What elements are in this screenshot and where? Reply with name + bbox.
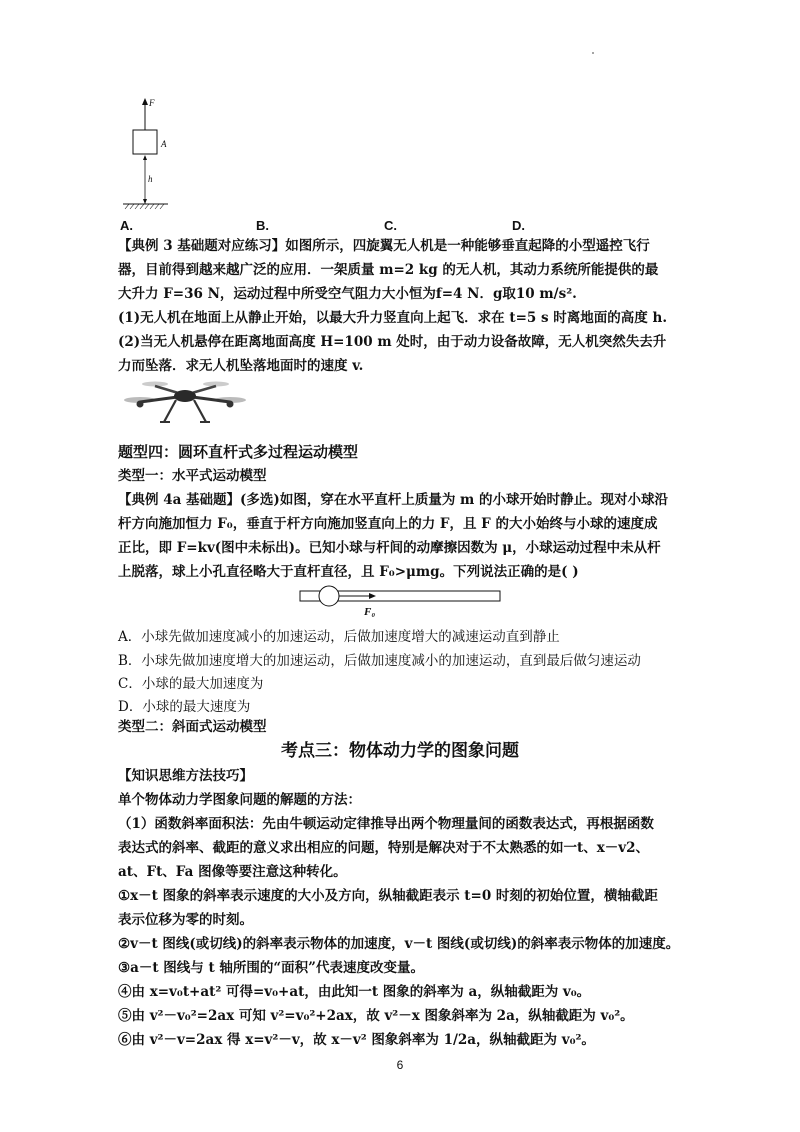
- example3-line-6: 力而坠落．求无人机坠落地面时的速度 v.: [118, 358, 364, 374]
- choice-c: C．小球的最大加速度为: [118, 676, 264, 692]
- kaodian3-title: 考点三：物体动力学的图象问题: [281, 741, 519, 761]
- choice-b: B．小球先做加速度增大的加速运动，后做加速度减小的加速运动，直到最后做匀速运动: [118, 653, 641, 669]
- kaodian3-line-6: 表示位移为零的时刻。: [118, 912, 253, 928]
- kaodian3-line-1: 单个物体动力学图象问题的解题的方法：: [118, 792, 361, 808]
- page-number: 6: [396, 1058, 404, 1072]
- choice-d: D．小球的最大速度为: [118, 699, 251, 715]
- rod-force-label: F₀: [364, 606, 376, 618]
- block-force-figure: [118, 92, 188, 212]
- kaodian3-line-9: ④由 x=v₀t+at² 可得=v₀+at，由此知一t 图象的斜率为 a，纵轴截距为 v₀。: [118, 984, 591, 1000]
- kaodian3-line-8: ③a－t 图线与 t 轴所围的“面积”代表速度改变量。: [118, 960, 424, 976]
- option-a-label: A.: [120, 218, 133, 233]
- kaodian3-line-5: ①x－t 图象的斜率表示速度的大小及方向，纵轴截距表示 t=0 时刻的初始位置，横轴截距: [118, 888, 658, 904]
- example3-line-1: 【典例 3 基础题对应练习】如图所示，四旋翼无人机是一种能够垂直起降的小型遥控飞行: [118, 238, 650, 254]
- drone-image: [120, 378, 250, 430]
- kaodian3-line-3: 表达式的斜率、截距的意义求出相应的问题，特别是解决对于不太熟悉的如一t、x－v2、: [118, 840, 650, 856]
- example3-line-4: (1)无人机在地面上从静止开始，以最大升力竖直向上起飞．求在 t=5 s 时离地面的高度 h.: [118, 310, 668, 326]
- option-d-label: D.: [512, 218, 525, 233]
- kaodian3-line-7: ②v－t 图线(或切线)的斜率表示物体的加速度，v－t 图线(或切线)的斜率表示物体的加速度。: [118, 936, 680, 952]
- example3-line-2: 器，目前得到越来越广泛的应用．一架质量 m=2 kg 的无人机，其动力系统所能提供的最: [118, 262, 659, 278]
- kaodian3-line-10: ⑤由 v²－v₀²=2ax 可知 v²=v₀²+2ax，故 v²－x 图象斜率为 2a，纵轴截距为 v₀²。: [118, 1008, 634, 1024]
- example3-line-5: (2)当无人机悬停在距离地面高度 H=100 m 处时，由于动力设备故障，无人机突然失去升: [118, 334, 667, 350]
- section4-title: 题型四：圆环直杆式多过程运动模型: [118, 443, 359, 461]
- kaodian3-line-2: （1）函数斜率面积法：先由牛顿运动定律推导出两个物理量间的函数表达式，再根据函数: [118, 816, 654, 832]
- block-label: A: [161, 139, 167, 149]
- section4-type1: 类型一：水平式运动模型: [118, 468, 267, 484]
- height-label: h: [148, 174, 153, 184]
- example4a-line-4: 上脱落，球上小孔直径略大于直杆直径，且 F₀>μmg。下列说法正确的是( ): [118, 564, 579, 580]
- option-b-label: B.: [256, 218, 269, 233]
- example4a-line-2: 杆方向施加恒力 F₀，垂直于杆方向施加竖直向上的力 F，且 F 的大小始终与小球的速度成: [118, 516, 658, 532]
- kaodian3-line-11: ⑥由 v²－v=2ax 得 x=v²－v，故 x－v² 图象斜率为 1/2a，纵轴截距为 v₀²。: [118, 1032, 595, 1048]
- rod-ball-figure: [298, 580, 503, 620]
- scan-speck: [592, 52, 594, 54]
- section4-type2: 类型二：斜面式运动模型: [118, 719, 267, 735]
- kaodian3-subtitle: 【知识思维方法技巧】: [118, 768, 253, 784]
- option-c-label: C.: [384, 218, 397, 233]
- choice-a: A．小球先做加速度减小的加速运动，后做加速度增大的减速运动直到静止: [118, 629, 560, 645]
- kaodian3-line-4: at、Ft、Fa 图像等要注意这种转化。: [118, 864, 347, 880]
- example3-line-3: 大升力 F=36 N，运动过程中所受空气阻力大小恒为f=4 N．g取10 m/s².: [118, 286, 577, 302]
- example4a-line-1: 【典例 4a 基础题】(多选)如图，穿在水平直杆上质量为 m 的小球开始时静止。现对小球沿: [118, 492, 668, 508]
- example4a-line-3: 正比，即 F=kv(图中未标出)。已知小球与杆间的动摩擦因数为 μ，小球运动过程中未从杆: [118, 540, 661, 556]
- force-label: F: [149, 98, 155, 108]
- ball: [319, 586, 339, 606]
- block-a: [133, 130, 157, 154]
